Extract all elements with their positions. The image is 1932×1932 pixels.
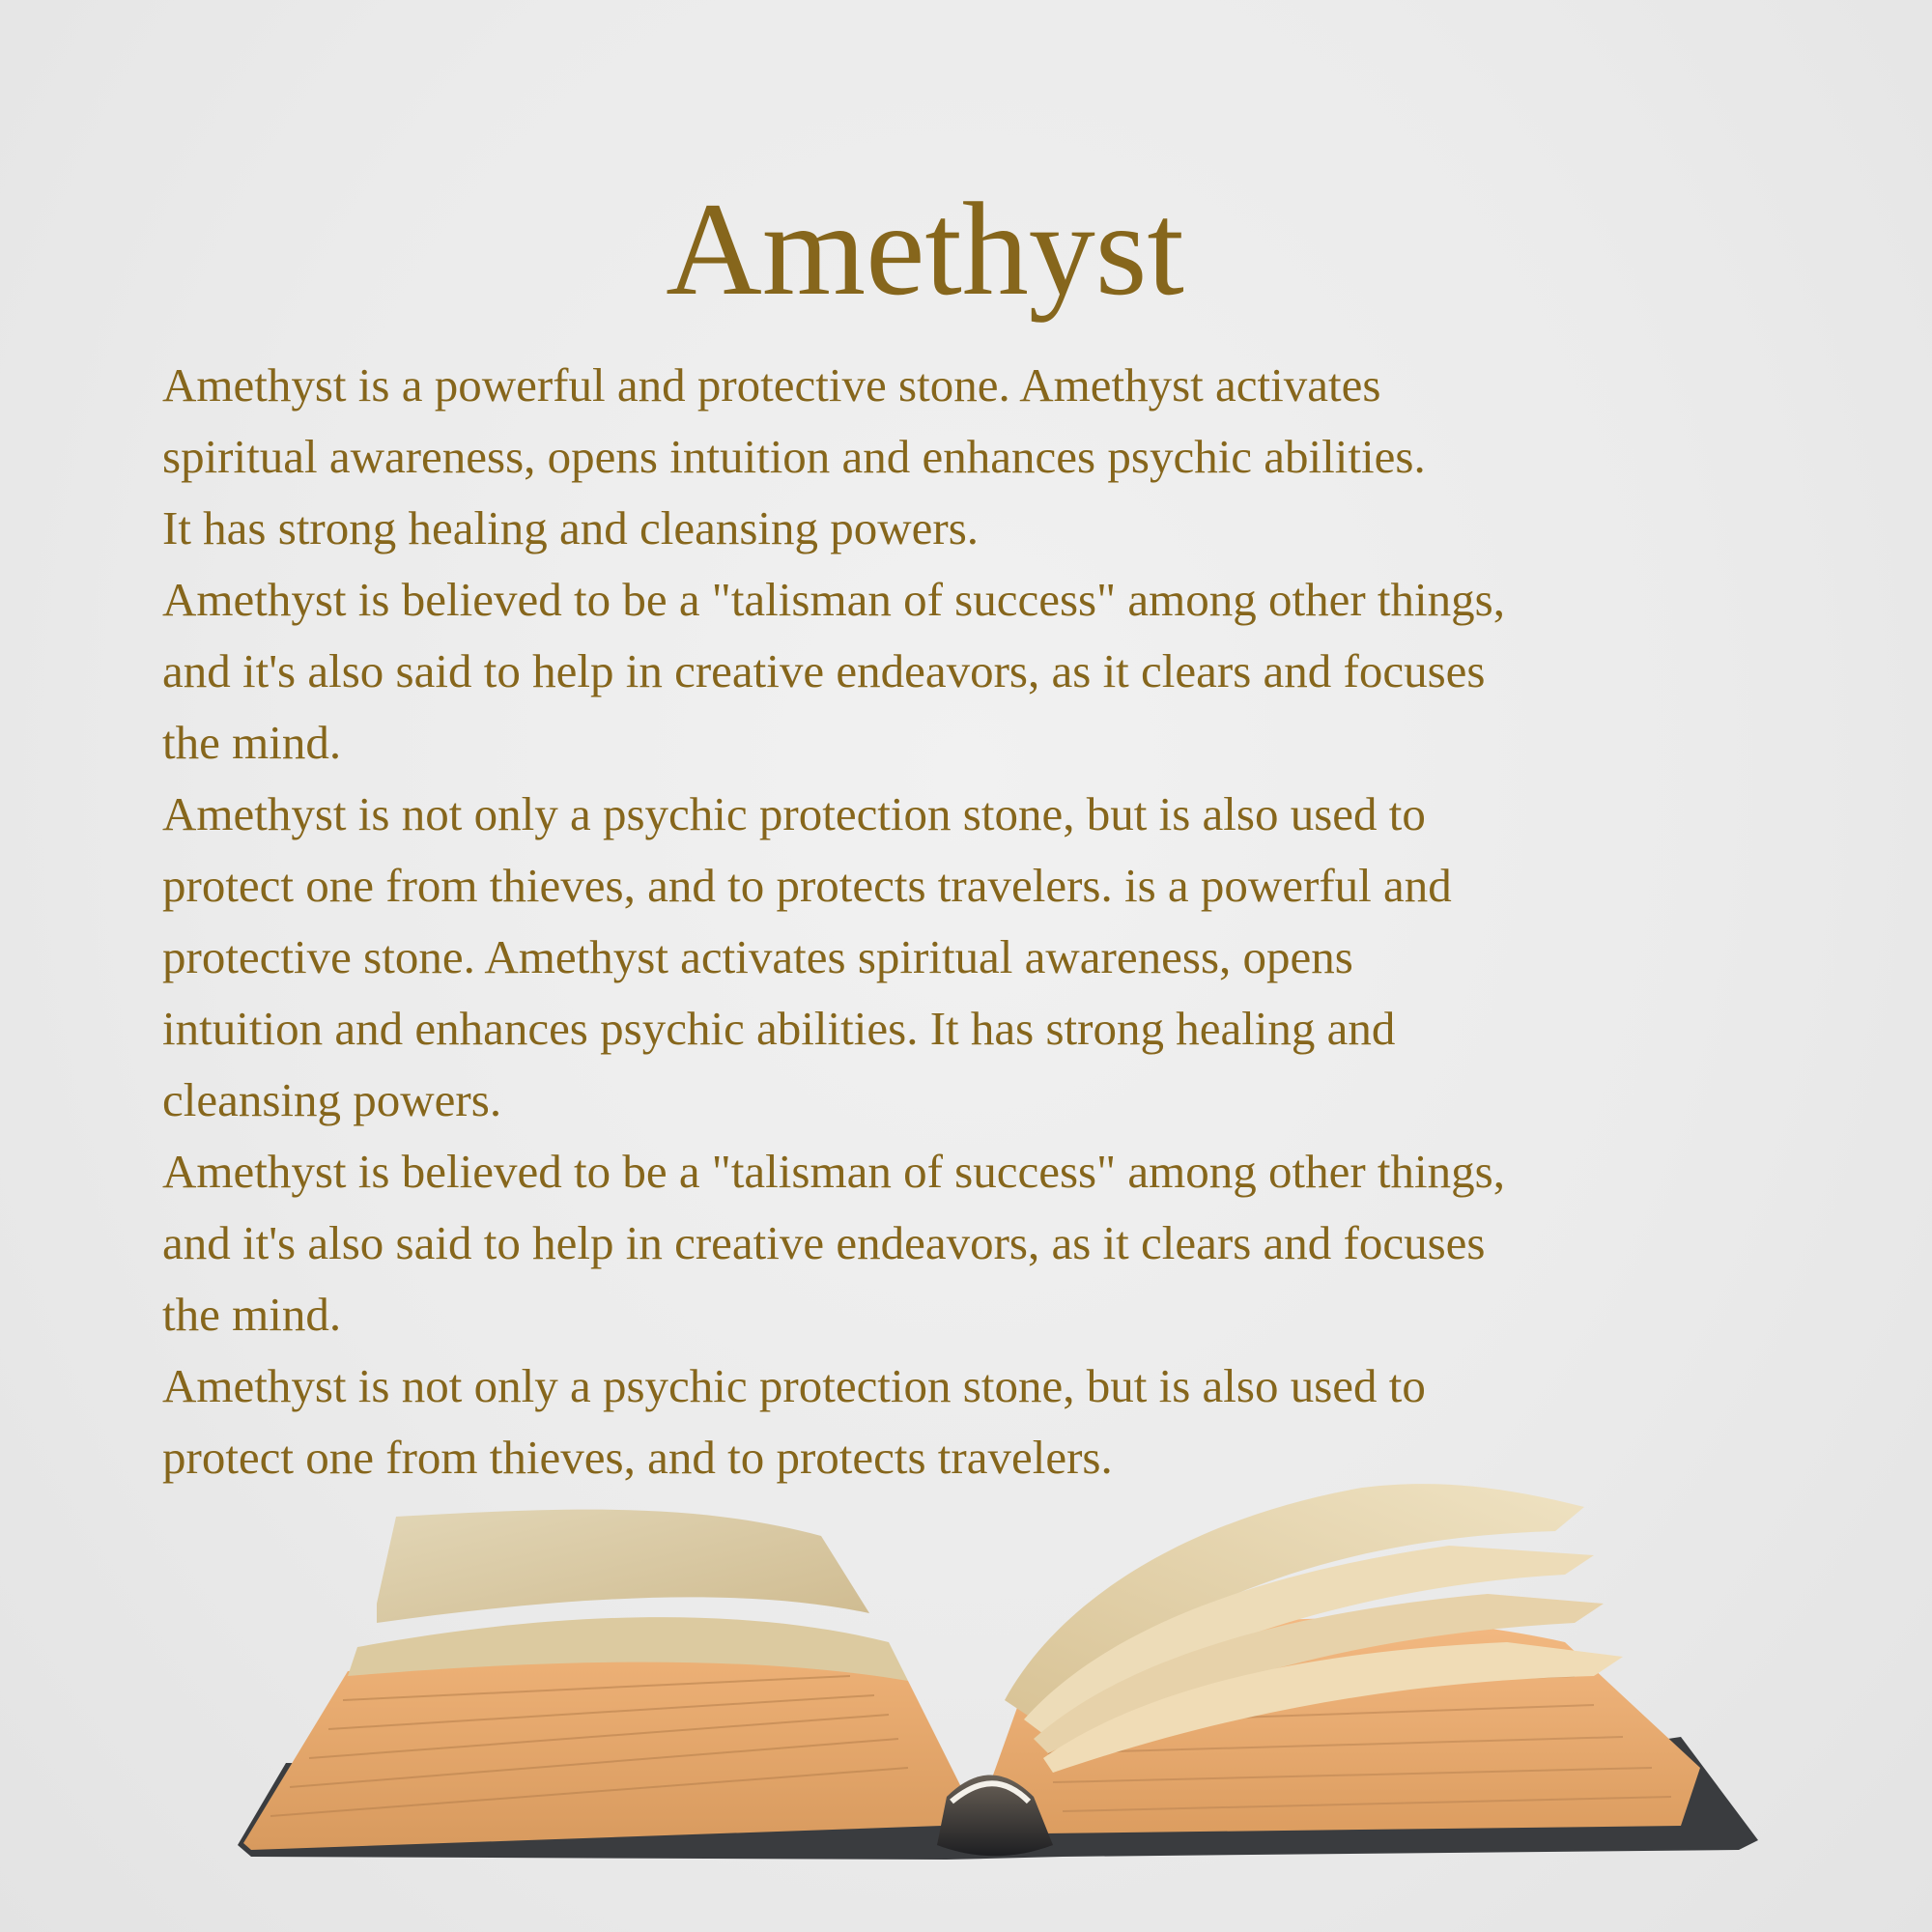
text-line: the mind. bbox=[162, 716, 342, 769]
text-line: Amethyst is a powerful and protective stone. Amethyst activates bbox=[162, 358, 1381, 412]
text-line: intuition and enhances psychic abilities. It has strong healing and bbox=[162, 1002, 1396, 1055]
text-line: It has strong healing and cleansing powers. bbox=[162, 501, 980, 554]
text-line: Amethyst is believed to be a "talisman of success" among other things, bbox=[162, 1145, 1505, 1198]
text-line: Amethyst is not only a psychic protection stone, but is also used to bbox=[162, 1359, 1426, 1412]
text-line: protect one from thieves, and to protects travelers. is a powerful and bbox=[162, 859, 1452, 912]
text-line: cleansing powers. bbox=[162, 1073, 502, 1126]
text-line: Amethyst is not only a psychic protection stone, but is also used to bbox=[162, 787, 1426, 840]
page-title: Amethyst bbox=[666, 175, 1184, 323]
text-line: protective stone. Amethyst activates spiritual awareness, opens bbox=[162, 930, 1353, 983]
text-line: and it's also said to help in creative endeavors, as it clears and focuses bbox=[162, 1216, 1486, 1269]
description-text bbox=[162, 350, 1804, 1493]
text-line: Amethyst is believed to be a "talisman of success" among other things, bbox=[162, 573, 1505, 626]
text-line: spiritual awareness, opens intuition and enhances psychic abilities. bbox=[162, 430, 1426, 483]
text-line: and it's also said to help in creative endeavors, as it clears and focuses bbox=[162, 644, 1486, 697]
text-line: the mind. bbox=[162, 1288, 342, 1341]
open-book-illustration bbox=[232, 1478, 1768, 1864]
text-line: protect one from thieves, and to protects travelers. bbox=[162, 1431, 1113, 1484]
